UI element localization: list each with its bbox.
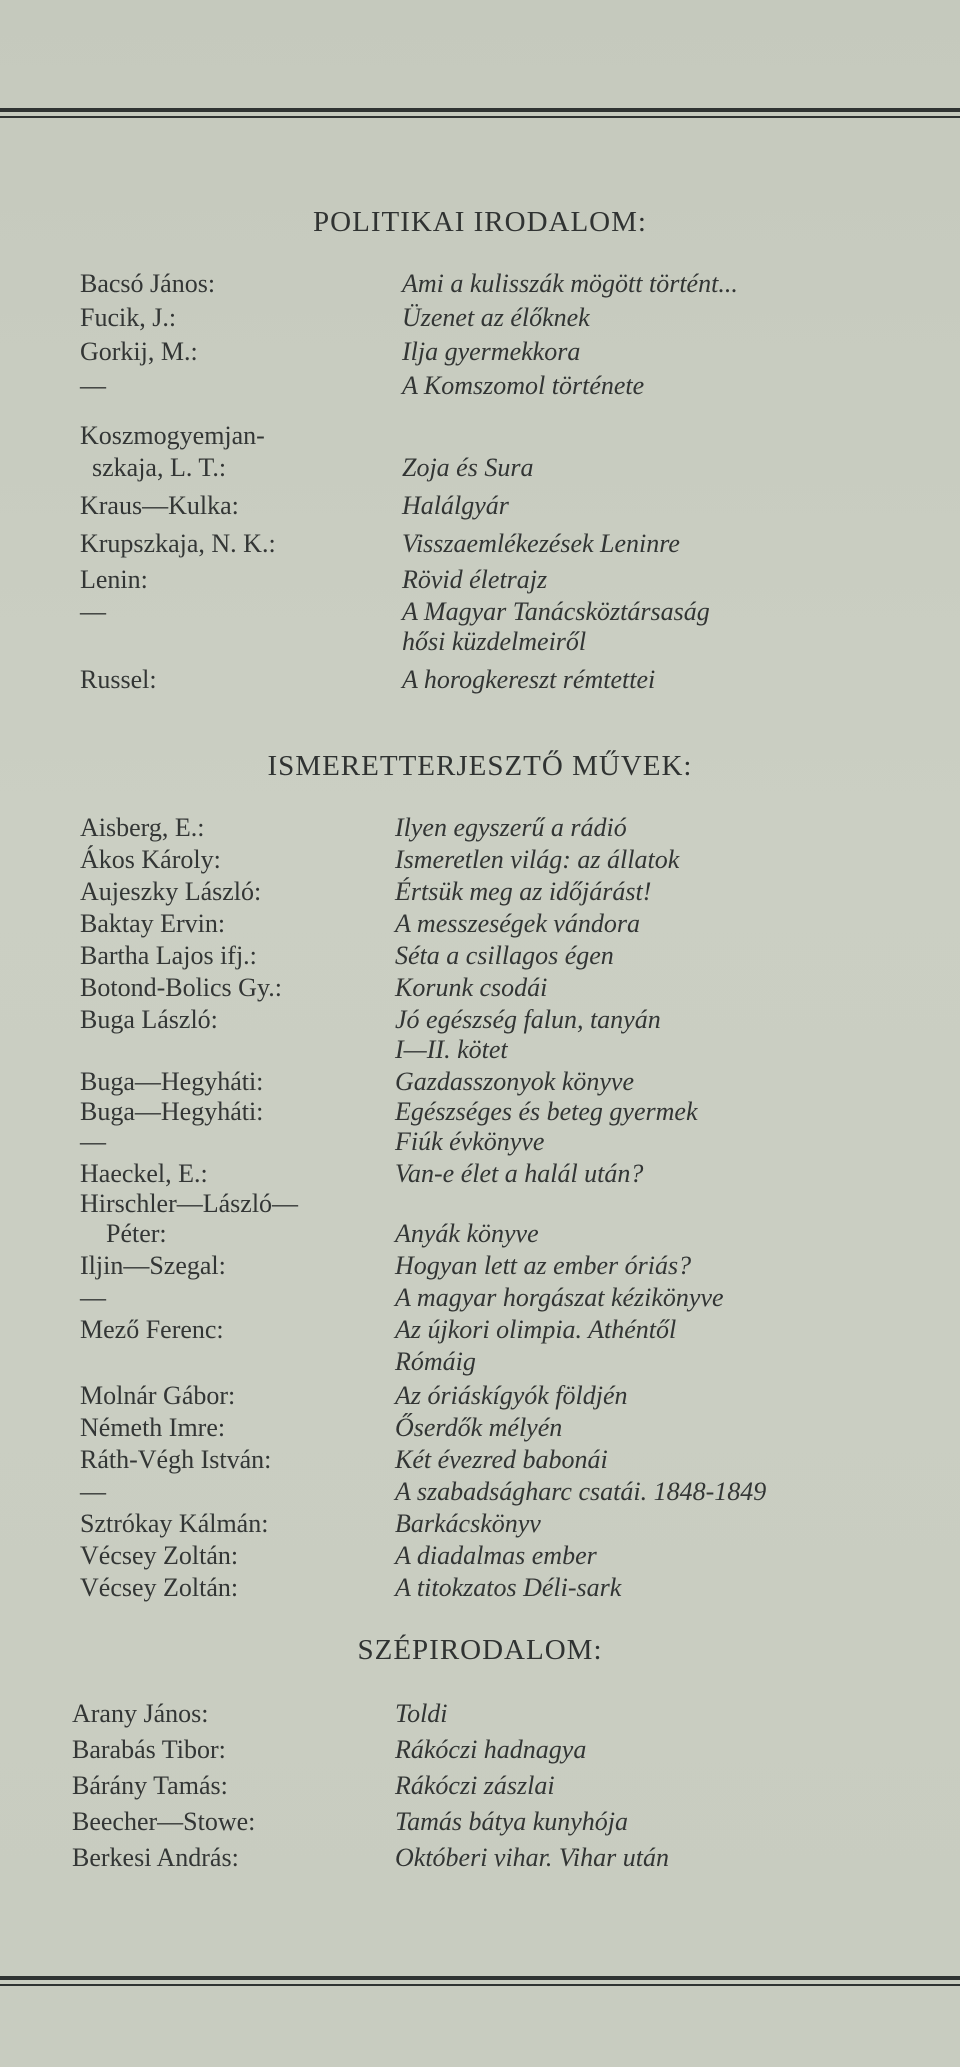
book-title: Visszaemlékezések Leninre: [402, 529, 680, 558]
list-item: [0, 940, 960, 972]
list-item: [0, 1806, 960, 1838]
list-item: [0, 1034, 960, 1066]
book-title: Ilja gyermekkora: [402, 337, 581, 366]
author: Kraus—Kulka:: [80, 491, 239, 520]
author: —: [80, 597, 106, 626]
book-title: Ami a kulisszák mögött történt...: [402, 269, 738, 298]
book-title: Októberi vihar. Vihar után: [395, 1843, 669, 1872]
author: —: [80, 1127, 106, 1156]
author: —: [80, 371, 106, 400]
list-item: [0, 1734, 960, 1766]
author: szkaja, L. T.:: [92, 453, 227, 482]
list-item: [0, 1096, 960, 1128]
list-item: [0, 1158, 960, 1190]
author: Buga—Hegyháti:: [80, 1067, 264, 1096]
book-title: A titokzatos Déli-sark: [395, 1573, 622, 1602]
section-heading-politikai: POLITIKAI IRODALOM:: [313, 206, 647, 238]
list-item: [0, 336, 960, 368]
author: Baktay Ervin:: [80, 909, 226, 938]
book-title: A magyar horgászat kézikönyve: [395, 1283, 724, 1312]
author: Haeckel, E.:: [80, 1159, 208, 1188]
author: Fucik, J.:: [80, 303, 177, 332]
list-item: [0, 1126, 960, 1158]
book-title: A messzeségek vándora: [395, 909, 641, 938]
author: Mező Ferenc:: [80, 1315, 224, 1344]
list-item: [0, 596, 960, 628]
section-heading-ismeretterjeszto: ISMERETTERJESZTŐ MŰVEK:: [267, 750, 693, 782]
book-title: A horogkereszt rémtettei: [402, 665, 656, 694]
list-item: [0, 1508, 960, 1540]
list-item: [0, 1770, 960, 1802]
list-item: [0, 1250, 960, 1282]
list-item: [0, 876, 960, 908]
book-title: Halálgyár: [402, 491, 509, 520]
book-title: I—II. kötet: [395, 1035, 508, 1064]
list-item: [0, 972, 960, 1004]
list-item: [0, 1066, 960, 1098]
book-title: A szabadságharc csatái. 1848-1849: [395, 1477, 767, 1506]
book-title: Hogyan lett az ember óriás?: [395, 1251, 692, 1280]
author: Aujeszky László:: [80, 877, 262, 906]
book-title: Séta a csillagos égen: [395, 941, 614, 970]
author: —: [80, 1283, 106, 1312]
author: Berkesi András:: [72, 1843, 239, 1872]
list-item: [0, 452, 960, 484]
author: Hirschler—László—: [80, 1189, 299, 1218]
book-title: Értsük meg az időjárást!: [395, 877, 652, 906]
book-title: A Komszomol története: [402, 371, 645, 400]
book-title: Rákóczi hadnagya: [395, 1735, 587, 1764]
book-title: Őserdők mélyén: [395, 1413, 563, 1442]
list-item: [0, 844, 960, 876]
author: Ráth-Végh István:: [80, 1445, 272, 1474]
bottom-rule-thick: [0, 1976, 960, 1980]
book-title: Fiúk évkönyve: [395, 1127, 545, 1156]
list-item: [0, 1412, 960, 1444]
top-rule-thin: [0, 116, 960, 118]
list-item: [0, 1444, 960, 1476]
list-item: [0, 490, 960, 522]
list-item: [0, 812, 960, 844]
bottom-rule-thin: [0, 1984, 960, 1986]
list-item: [0, 1540, 960, 1572]
list-item: [0, 1380, 960, 1412]
book-title: Az újkori olimpia. Athéntől: [395, 1315, 677, 1344]
author: —: [80, 1477, 106, 1506]
book-title: Az óriáskígyók földjén: [395, 1381, 628, 1410]
author: Koszmogyemjan-: [80, 421, 265, 450]
list-item: [0, 268, 960, 300]
list-item: [0, 564, 960, 596]
list-item: [0, 420, 960, 452]
book-title: Rómáig: [395, 1347, 476, 1376]
author: Russel:: [80, 665, 157, 694]
author: Sztrókay Kálmán:: [80, 1509, 269, 1538]
list-item: [0, 1346, 960, 1378]
author: Buga László:: [80, 1005, 218, 1034]
author: Arany János:: [72, 1699, 209, 1728]
list-item: [0, 302, 960, 334]
book-title: Anyák könyve: [395, 1219, 539, 1248]
book-title: Korunk csodái: [395, 973, 548, 1002]
book-title: hősi küzdelmeiről: [402, 627, 587, 656]
book-title: Toldi: [395, 1699, 448, 1728]
list-item: [0, 1218, 960, 1250]
author: Barabás Tibor:: [72, 1735, 226, 1764]
author: Ákos Károly:: [80, 845, 221, 874]
book-title: A Magyar Tanácsköztársaság: [402, 597, 710, 626]
book-title: Két évezred babonái: [395, 1445, 608, 1474]
book-title: Ismeretlen világ: az állatok: [395, 845, 680, 874]
list-item: [0, 1476, 960, 1508]
book-title: A diadalmas ember: [395, 1541, 597, 1570]
book-title: Zoja és Sura: [402, 453, 534, 482]
author: Lenin:: [80, 565, 148, 594]
author: Botond-Bolics Gy.:: [80, 973, 282, 1002]
book-title: Rövid életrajz: [402, 565, 548, 594]
list-item: [0, 1842, 960, 1874]
list-item: [0, 626, 960, 658]
author: Iljin—Szegal:: [80, 1251, 226, 1280]
top-rule-thick: [0, 108, 960, 112]
author: Buga—Hegyháti:: [80, 1097, 264, 1126]
book-title: Van-e élet a halál után?: [395, 1159, 644, 1188]
list-item: [0, 1188, 960, 1220]
list-item: [0, 1572, 960, 1604]
section-heading-szepirodalom: SZÉPIRODALOM:: [357, 1634, 603, 1666]
book-title: Jó egészség falun, tanyán: [395, 1005, 661, 1034]
author: Molnár Gábor:: [80, 1381, 236, 1410]
author: Gorkij, M.:: [80, 337, 198, 366]
book-title: Egészséges és beteg gyermek: [395, 1097, 698, 1126]
list-item: [0, 370, 960, 402]
author: Németh Imre:: [80, 1413, 226, 1442]
author: Krupszkaja, N. K.:: [80, 529, 276, 558]
author: Vécsey Zoltán:: [80, 1541, 239, 1570]
author: Beecher—Stowe:: [72, 1807, 256, 1836]
list-item: [0, 908, 960, 940]
list-item: [0, 1004, 960, 1036]
list-item: [0, 1314, 960, 1346]
book-title: Barkácskönyv: [395, 1509, 541, 1538]
list-item: [0, 1282, 960, 1314]
author: Bacsó János:: [80, 269, 216, 298]
author: Aisberg, E.:: [80, 813, 205, 842]
author: Vécsey Zoltán:: [80, 1573, 239, 1602]
book-title: Tamás bátya kunyhója: [395, 1807, 629, 1836]
list-item: [0, 664, 960, 696]
author: Bárány Tamás:: [72, 1771, 228, 1800]
book-title: Gazdasszonyok könyve: [395, 1067, 634, 1096]
author: Péter:: [106, 1219, 167, 1248]
author: Bartha Lajos ifj.:: [80, 941, 257, 970]
list-item: [0, 528, 960, 560]
book-title: Ilyen egyszerű a rádió: [395, 813, 627, 842]
book-title: Üzenet az élőknek: [402, 303, 590, 332]
book-title: Rákóczi zászlai: [395, 1771, 555, 1800]
list-item: [0, 1698, 960, 1730]
